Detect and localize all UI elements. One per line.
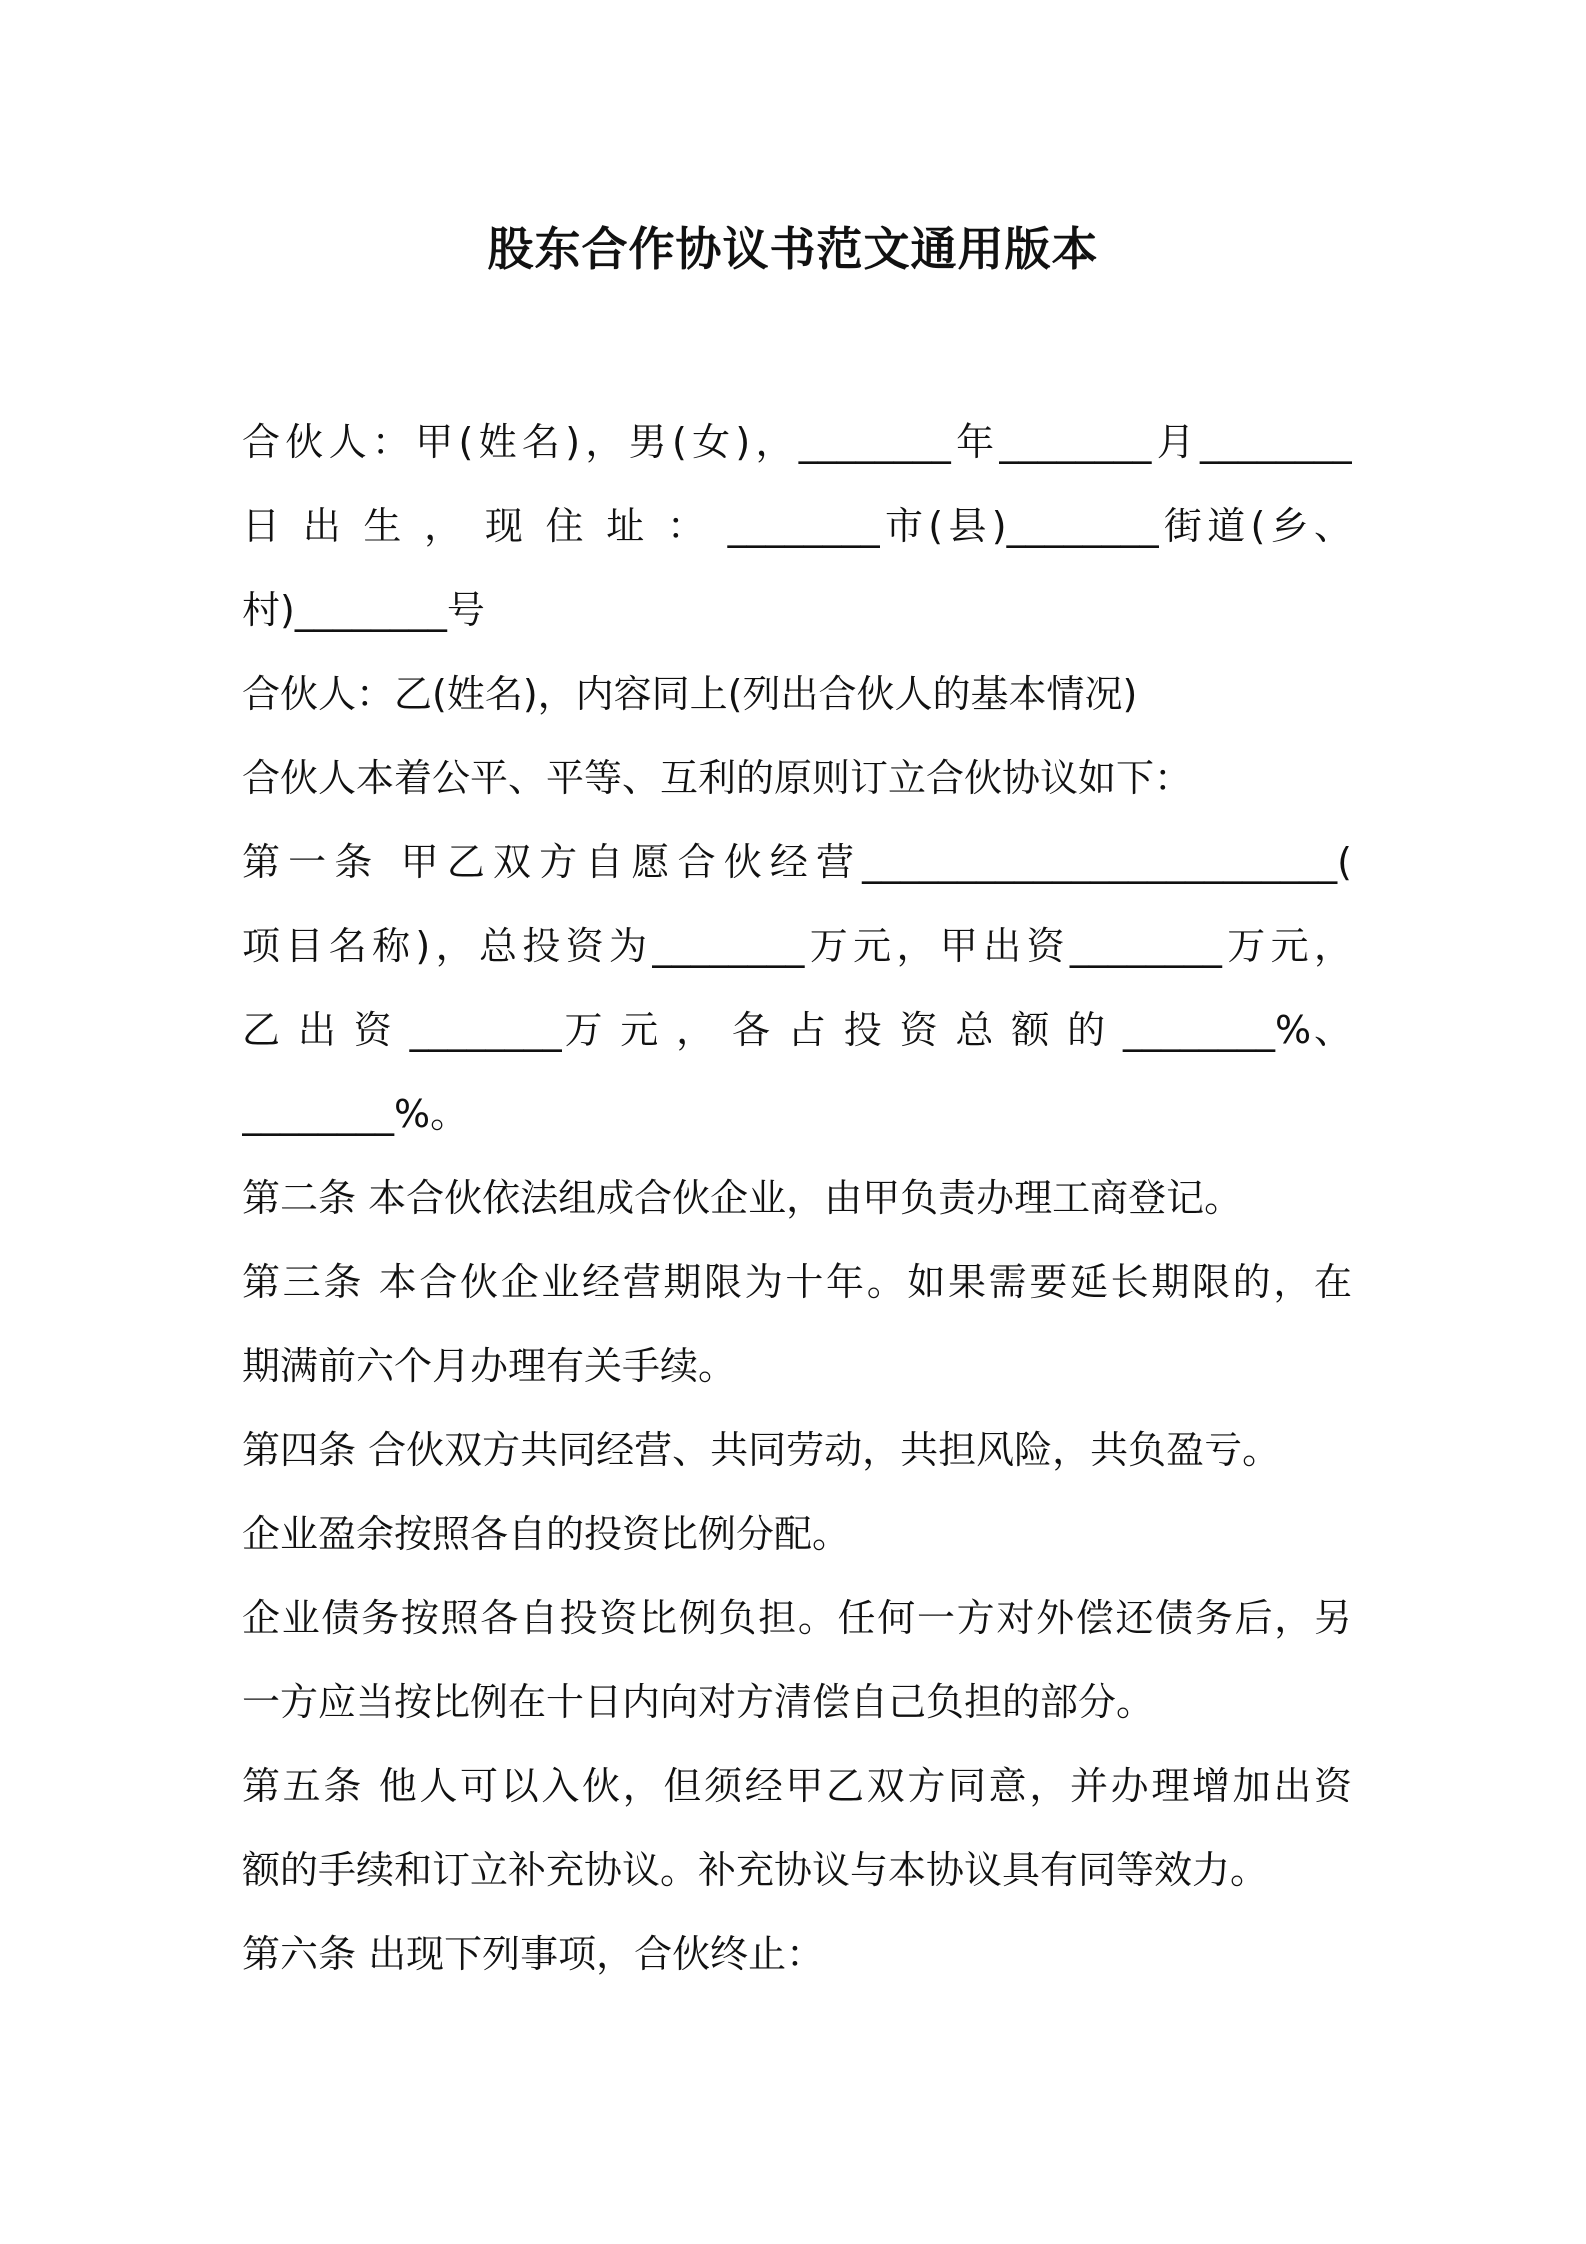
text-line: 第五条 他人可以入伙，但须经甲乙双方同意，并办理增加出资 <box>242 1764 1352 1808</box>
text-line: 第六条 出现下列事项，合伙终止： <box>242 1932 825 1976</box>
text-line: 一方应当按比例在十日内向对方清偿自己负担的部分。 <box>242 1680 1155 1724</box>
text-line: 额的手续和订立补充协议。补充协议与本协议具有同等效力。 <box>242 1848 1269 1892</box>
text-line: 第四条 合伙双方共同经营、共同劳动，共担风险，共负盈亏。 <box>242 1428 1281 1472</box>
text-line: 项目名称)，总投资为________万元，甲出资________万元， <box>242 924 1352 968</box>
text-line: 日 出 生 ， 现 住 址 ： ________市(县)________街道(乡、 <box>242 504 1352 548</box>
text-line: 第一条 甲乙双方自愿合伙经营_________________________( <box>242 840 1352 884</box>
text-line: 合伙人本着公平、平等、互利的原则订立合伙协议如下： <box>242 756 1193 800</box>
text-line: ________%。 <box>242 1092 469 1136</box>
text-line: 第二条 本合伙依法组成合伙企业，由甲负责办理工商登记。 <box>242 1176 1243 1220</box>
text-line: 乙 出 资 ________万 元 ， 各 占 投 资 总 额 的 ________%、 <box>242 1008 1352 1052</box>
text-line: 第三条 本合伙企业经营期限为十年。如果需要延长期限的，在 <box>242 1260 1352 1304</box>
text-line: 期满前六个月办理有关手续。 <box>242 1344 737 1388</box>
text-line: 企业盈余按照各自的投资比例分配。 <box>242 1512 851 1556</box>
text-line: 合伙人：甲(姓名)，男(女)，________年________月________ <box>242 420 1352 464</box>
document-title: 股东合作协议书范文通用版本 <box>487 222 1099 276</box>
document-body <box>242 400 1352 1996</box>
text-line: 村)________号 <box>242 588 485 632</box>
text-line: 企业债务按照各自投资比例负担。任何一方对外偿还债务后，另 <box>242 1596 1352 1640</box>
text-line: 合伙人：乙(姓名)，内容同上(列出合伙人的基本情况) <box>242 672 1138 716</box>
